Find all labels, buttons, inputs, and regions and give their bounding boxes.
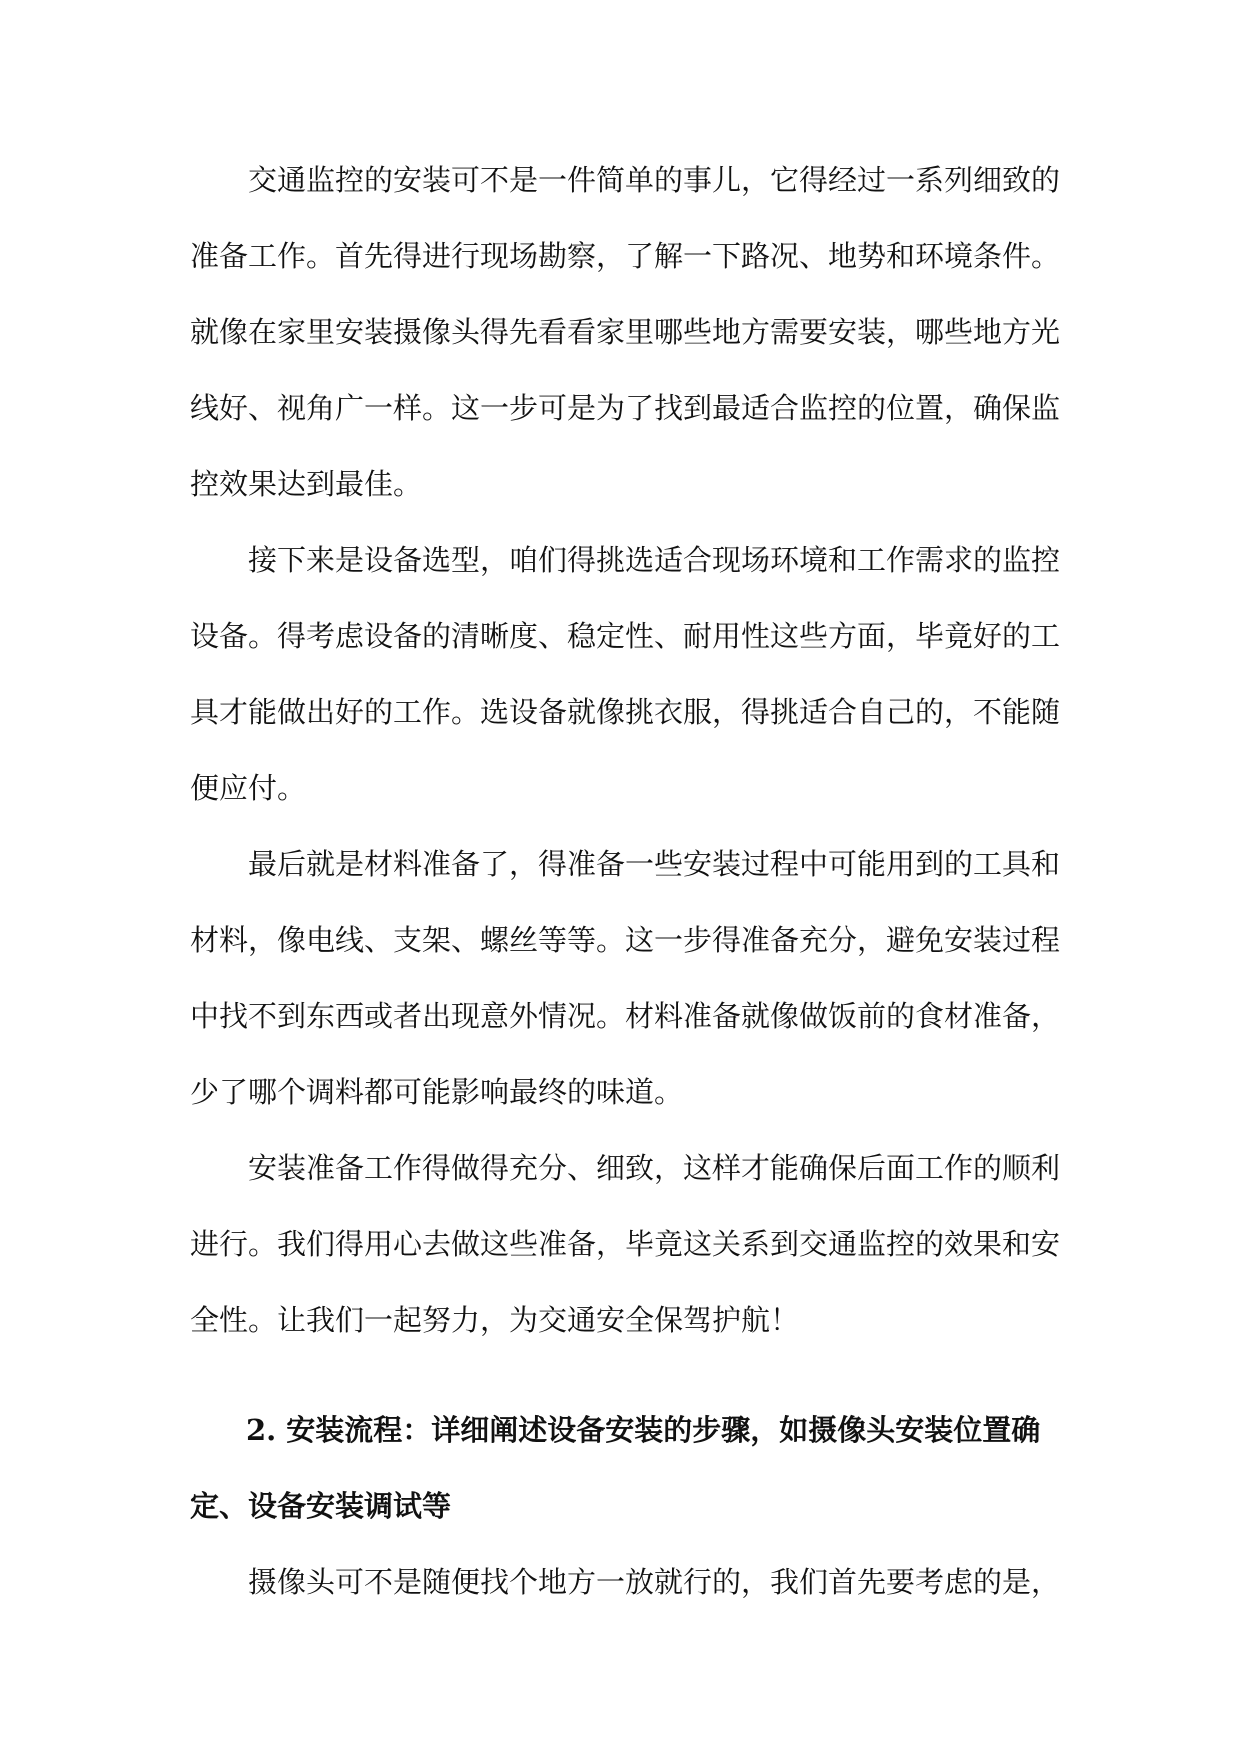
section-title: 安装流程：详细阐述设备安装的步骤，如摄像头安装位置确定、设备安装调试等 (190, 1413, 1041, 1523)
document-body (190, 142, 1060, 1620)
paragraph-camera-position: 摄像头可不是随便找个地方一放就行的，我们首先要考虑的是， (248, 1565, 1061, 1599)
section-heading (190, 1392, 1060, 1544)
paragraph-material-preparation: 最后就是材料准备了，得准备一些安装过程中可能用到的工具和材料，像电线、支架、螺丝等等。这一步得准备充分，避免安装过程中找不到东西或者出现意外情况。材料准备就像做饭前的食材准备，少了哪个调料都可能影响最终的味道。 (190, 847, 1061, 1109)
paragraph-site-survey: 交通监控的安装可不是一件简单的事儿，它得经过一系列细致的准备工作。首先得进行现场勘察，了解一下路况、地势和环境条件。就像在家里安装摄像头得先看看家里哪些地方需要安装，哪些地方光线好、视角广一样。这一步可是为了找到最适合监控的位置，确保监控效果达到最佳。 (190, 163, 1061, 501)
section-number: 2. (246, 1413, 277, 1447)
paragraph-equipment-selection: 接下来是设备选型，咱们得挑选适合现场环境和工作需求的监控设备。得考虑设备的清晰度、稳定性、耐用性这些方面，毕竟好的工具才能做出好的工作。选设备就像挑衣服，得挑适合自己的，不能随便应付。 (190, 543, 1061, 805)
paragraph-summary: 安装准备工作得做得充分、细致，这样才能确保后面工作的顺利进行。我们得用心去做这些准备，毕竟这关系到交通监控的效果和安全性。让我们一起努力，为交通安全保驾护航！ (190, 1151, 1061, 1337)
